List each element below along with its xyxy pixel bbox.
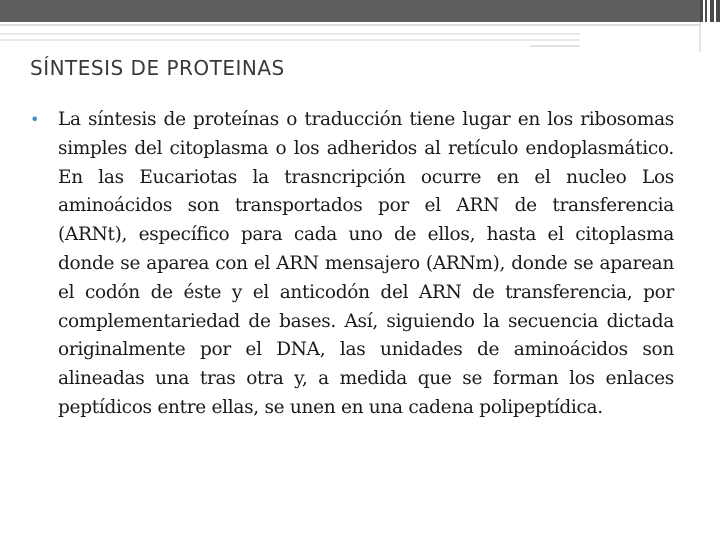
slide-top-bar bbox=[0, 0, 720, 22]
top-bar-stripe bbox=[710, 0, 714, 22]
bullet-icon: • bbox=[30, 110, 40, 129]
slide-body bbox=[28, 106, 674, 423]
header-rule-lines bbox=[0, 22, 720, 52]
top-bar-fill bbox=[0, 0, 700, 22]
top-bar-stripe bbox=[705, 0, 707, 22]
top-bar-stripe bbox=[700, 0, 703, 22]
top-bar-stripe bbox=[716, 0, 720, 22]
slide-title: SÍNTESIS DE PROTEINAS bbox=[30, 56, 285, 80]
bullet-item bbox=[28, 106, 674, 423]
bullet-text: La síntesis de proteínas o traducción tiene lugar en los ribosomas simples del citoplasma o los adheridos al retículo endoplasmático. En las Eucariotas la trasncripción ocurre en el nucleo Los aminoácidos son transportados por el ARN de transferencia (ARNt), específico para cada uno de ellos, hasta el citoplasma donde se aparea con el ARN mensajero (ARNm), donde se aparean el codón de éste y el anticodón del ARN de transferencia, por complementariedad de bases. Así, siguiendo la secuencia dictada originalmente por el DNA, las unidades de aminoácidos son alineadas una tras otra y, a medida que se forman los enlaces peptídicos entre ellas, se unen en una cadena polipeptídica. bbox=[58, 109, 674, 418]
